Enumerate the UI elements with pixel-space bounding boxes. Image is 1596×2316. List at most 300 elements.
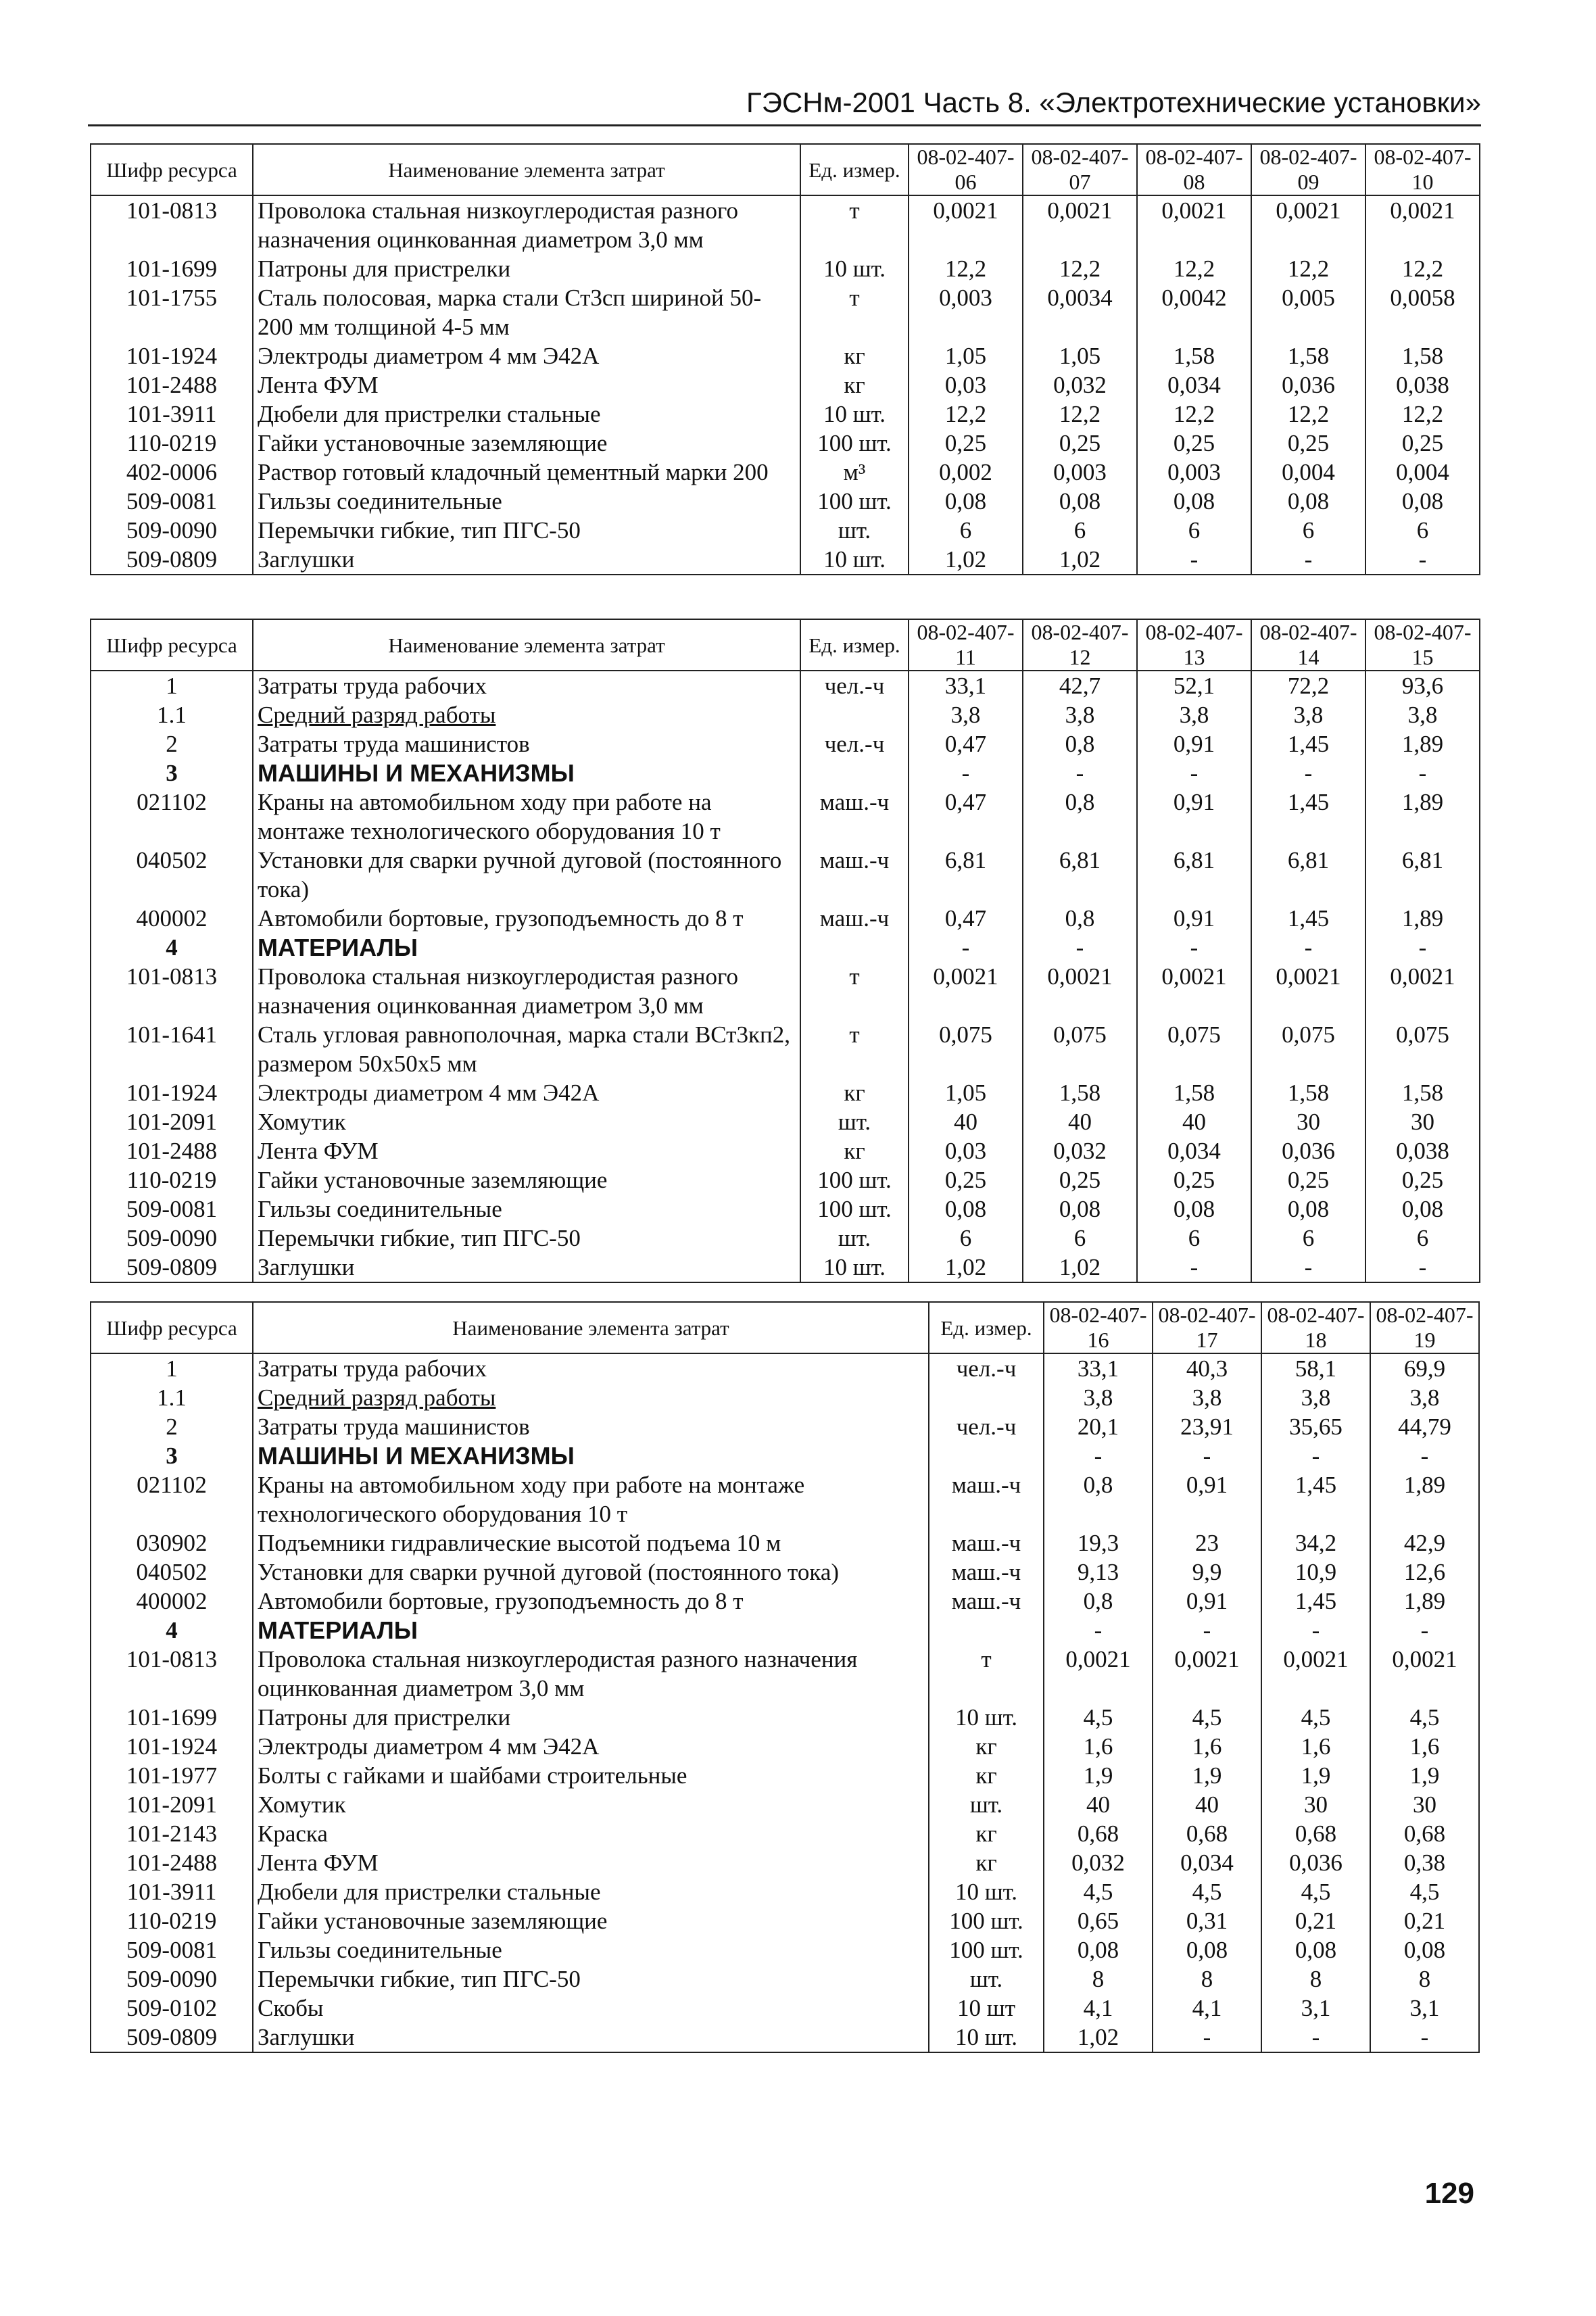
- header-norm-code: 08-02-407-08: [1137, 144, 1251, 195]
- value-cell: 0,08: [909, 487, 1023, 516]
- resource-unit: [800, 758, 909, 788]
- value-cell: 1,02: [1023, 1253, 1137, 1282]
- page-header: ГЭСНм-2001 Часть 8. «Электротехнические установки»: [746, 87, 1481, 118]
- resource-unit: маш.-ч: [800, 846, 909, 904]
- value-cell: 0,003: [1023, 458, 1137, 487]
- value-cell: -: [1251, 545, 1365, 575]
- value-cell: 0,25: [1137, 429, 1251, 458]
- value-cell: -: [1261, 1441, 1370, 1470]
- resource-code: 101-1755: [91, 283, 253, 341]
- resource-unit: 100 шт.: [800, 429, 909, 458]
- table-row: [91, 729, 1480, 758]
- table-row: [91, 429, 1480, 458]
- value-cell: 1,6: [1153, 1732, 1261, 1761]
- resource-unit: т: [800, 1020, 909, 1078]
- resource-name: Проволока стальная низкоуглеродистая разного назначения оцинкованная диаметром 3,0 мм: [253, 195, 800, 254]
- resource-code: 101-3911: [91, 400, 253, 429]
- value-cell: 0,0021: [1365, 962, 1480, 1020]
- resource-name: Гайки установочные заземляющие: [253, 1906, 929, 1935]
- resource-unit: т: [800, 962, 909, 1020]
- resource-unit: кг: [929, 1848, 1044, 1877]
- value-cell: 0,032: [1044, 1848, 1153, 1877]
- value-cell: 0,47: [909, 729, 1023, 758]
- value-cell: 0,25: [1251, 1165, 1365, 1195]
- value-cell: 1,89: [1370, 1587, 1479, 1616]
- header-norm-code: 08-02-407-09: [1251, 144, 1365, 195]
- value-cell: 0,0021: [1044, 1645, 1153, 1703]
- value-cell: 40: [1137, 1107, 1251, 1136]
- value-cell: 0,21: [1370, 1906, 1479, 1935]
- value-cell: 44,79: [1370, 1412, 1479, 1441]
- table-row: [91, 516, 1480, 545]
- value-cell: 33,1: [1044, 1353, 1153, 1383]
- value-cell: 3,1: [1370, 1994, 1479, 2023]
- resource-unit: 10 шт.: [929, 1703, 1044, 1732]
- resource-name: Установки для сварки ручной дуговой (постоянного тока): [253, 1558, 929, 1587]
- table-row: [91, 458, 1480, 487]
- resource-name: Гильзы соединительные: [253, 487, 800, 516]
- header-norm-code: 08-02-407-19: [1370, 1302, 1479, 1353]
- resource-name: Краска: [253, 1819, 929, 1848]
- table-row: [91, 1790, 1479, 1819]
- value-cell: -: [1370, 1616, 1479, 1645]
- resource-unit: 100 шт.: [800, 487, 909, 516]
- value-cell: 1,89: [1365, 788, 1480, 846]
- value-cell: 0,036: [1261, 1848, 1370, 1877]
- value-cell: 0,31: [1153, 1906, 1261, 1935]
- resource-name: Заглушки: [253, 2023, 929, 2052]
- resource-code: 101-2488: [91, 1848, 253, 1877]
- value-cell: 6: [1023, 516, 1137, 545]
- resource-code: 101-2091: [91, 1790, 253, 1819]
- resource-code: 2: [91, 1412, 253, 1441]
- value-cell: 1,45: [1251, 904, 1365, 933]
- resource-unit: 100 шт.: [929, 1906, 1044, 1935]
- resource-code: 400002: [91, 1587, 253, 1616]
- table-row: [91, 1078, 1480, 1107]
- resource-name: Дюбели для пристрелки стальные: [253, 1877, 929, 1906]
- value-cell: -: [1370, 2023, 1479, 2052]
- value-cell: 1,6: [1044, 1732, 1153, 1761]
- value-cell: 1,58: [1365, 1078, 1480, 1107]
- value-cell: 6: [1023, 1224, 1137, 1253]
- value-cell: 0,8: [1044, 1587, 1153, 1616]
- table-row: [91, 1470, 1479, 1528]
- value-cell: 0,075: [1251, 1020, 1365, 1078]
- value-cell: 1,58: [1365, 341, 1480, 370]
- resource-name: Проволока стальная низкоуглеродистая разного назначения оцинкованная диаметром 3,0 мм: [253, 962, 800, 1020]
- value-cell: 33,1: [909, 671, 1023, 700]
- table-row: [91, 1253, 1480, 1282]
- value-cell: 23: [1153, 1528, 1261, 1558]
- value-cell: 0,91: [1137, 788, 1251, 846]
- value-cell: 1,9: [1153, 1761, 1261, 1790]
- value-cell: 1,6: [1370, 1732, 1479, 1761]
- value-cell: 12,2: [1023, 254, 1137, 283]
- value-cell: -: [1365, 758, 1480, 788]
- value-cell: 3,8: [1137, 700, 1251, 729]
- resource-unit: чел.-ч: [929, 1412, 1044, 1441]
- value-cell: 4,5: [1261, 1703, 1370, 1732]
- value-cell: 0,036: [1251, 1136, 1365, 1165]
- resource-name: Затраты труда машинистов: [253, 729, 800, 758]
- resource-name: Средний разряд работы: [253, 1383, 929, 1412]
- resource-code: 509-0090: [91, 516, 253, 545]
- resource-name: Автомобили бортовые, грузоподъемность до 8 т: [253, 904, 800, 933]
- resource-table-1: [90, 143, 1480, 575]
- table-row: [91, 1848, 1479, 1877]
- value-cell: 0,08: [1023, 487, 1137, 516]
- value-cell: 1,58: [1137, 341, 1251, 370]
- value-cell: 12,2: [1365, 400, 1480, 429]
- header-norm-code: 08-02-407-07: [1023, 144, 1137, 195]
- table-row: [91, 1935, 1479, 1964]
- resource-unit: 10 шт: [929, 1994, 1044, 2023]
- value-cell: 0,25: [1365, 429, 1480, 458]
- value-cell: 4,1: [1153, 1994, 1261, 2023]
- value-cell: -: [1023, 933, 1137, 962]
- value-cell: 4,5: [1261, 1877, 1370, 1906]
- value-cell: 12,2: [909, 400, 1023, 429]
- value-cell: -: [909, 758, 1023, 788]
- resource-code: 509-0090: [91, 1964, 253, 1994]
- header-unit: Ед. измер.: [800, 619, 909, 671]
- header-name: Наименование элемента затрат: [253, 1302, 929, 1353]
- value-cell: 3,8: [1365, 700, 1480, 729]
- value-cell: 1,02: [909, 1253, 1023, 1282]
- value-cell: -: [1023, 758, 1137, 788]
- value-cell: 6: [1365, 516, 1480, 545]
- table-row: [91, 2023, 1479, 2052]
- resource-code: 509-0809: [91, 2023, 253, 2052]
- resource-code: 509-0081: [91, 1935, 253, 1964]
- value-cell: 0,21: [1261, 1906, 1370, 1935]
- resource-unit: 100 шт.: [800, 1165, 909, 1195]
- resource-name: Заглушки: [253, 1253, 800, 1282]
- resource-code: 3: [91, 1441, 253, 1470]
- resource-unit: кг: [929, 1819, 1044, 1848]
- header-norm-code: 08-02-407-11: [909, 619, 1023, 671]
- value-cell: 0,0021: [1153, 1645, 1261, 1703]
- value-cell: 0,032: [1023, 370, 1137, 400]
- value-cell: 72,2: [1251, 671, 1365, 700]
- value-cell: 1,45: [1261, 1587, 1370, 1616]
- resource-code: 400002: [91, 904, 253, 933]
- resource-name: Гильзы соединительные: [253, 1195, 800, 1224]
- table-row: [91, 195, 1480, 254]
- value-cell: -: [1044, 1441, 1153, 1470]
- value-cell: 0,036: [1251, 370, 1365, 400]
- value-cell: 3,8: [1261, 1383, 1370, 1412]
- resource-name: Средний разряд работы: [253, 700, 800, 729]
- header-unit: Ед. измер.: [929, 1302, 1044, 1353]
- value-cell: 10,9: [1261, 1558, 1370, 1587]
- table-row: [91, 283, 1480, 341]
- value-cell: 12,2: [1137, 400, 1251, 429]
- resource-unit: чел.-ч: [929, 1353, 1044, 1383]
- header-norm-code: 08-02-407-06: [909, 144, 1023, 195]
- value-cell: 0,0034: [1023, 283, 1137, 341]
- value-cell: 3,8: [1044, 1383, 1153, 1412]
- table-row: [91, 487, 1480, 516]
- resource-code: 2: [91, 729, 253, 758]
- header-norm-code: 08-02-407-14: [1251, 619, 1365, 671]
- value-cell: 0,08: [1365, 487, 1480, 516]
- value-cell: 0,68: [1153, 1819, 1261, 1848]
- value-cell: 0,0021: [909, 195, 1023, 254]
- resource-name: Патроны для пристрелки: [253, 254, 800, 283]
- value-cell: 0,08: [1137, 487, 1251, 516]
- value-cell: 0,38: [1370, 1848, 1479, 1877]
- value-cell: 30: [1251, 1107, 1365, 1136]
- resource-unit: т: [929, 1645, 1044, 1703]
- table-row: [91, 1383, 1479, 1412]
- table-row: [91, 1587, 1479, 1616]
- value-cell: -: [1153, 1616, 1261, 1645]
- resource-code: 101-0813: [91, 195, 253, 254]
- value-cell: 0,8: [1023, 788, 1137, 846]
- resource-unit: м³: [800, 458, 909, 487]
- value-cell: 0,032: [1023, 1136, 1137, 1165]
- table-row: [91, 1994, 1479, 2023]
- value-cell: 23,91: [1153, 1412, 1261, 1441]
- resource-unit: маш.-ч: [929, 1587, 1044, 1616]
- value-cell: 8: [1153, 1964, 1261, 1994]
- resource-code: 1.1: [91, 1383, 253, 1412]
- header-code: Шифр ресурса: [91, 144, 253, 195]
- value-cell: 6: [1137, 1224, 1251, 1253]
- value-cell: 1,89: [1365, 904, 1480, 933]
- value-cell: -: [1251, 933, 1365, 962]
- resource-code: 101-1641: [91, 1020, 253, 1078]
- value-cell: 0,0021: [1137, 195, 1251, 254]
- resource-name: Перемычки гибкие, тип ПГС-50: [253, 516, 800, 545]
- header-norm-code: 08-02-407-17: [1153, 1302, 1261, 1353]
- value-cell: 12,2: [909, 254, 1023, 283]
- value-cell: 1,58: [1251, 1078, 1365, 1107]
- table-row: [91, 904, 1480, 933]
- value-cell: -: [1261, 2023, 1370, 2052]
- value-cell: 0,47: [909, 788, 1023, 846]
- resource-unit: т: [800, 283, 909, 341]
- value-cell: -: [1153, 1441, 1261, 1470]
- resource-code: 101-2143: [91, 1819, 253, 1848]
- resource-unit: кг: [800, 341, 909, 370]
- resource-unit: 10 шт.: [800, 1253, 909, 1282]
- value-cell: 0,038: [1365, 1136, 1480, 1165]
- value-cell: 19,3: [1044, 1528, 1153, 1558]
- resource-unit: [929, 1616, 1044, 1645]
- resource-code: 4: [91, 1616, 253, 1645]
- resource-name: Электроды диаметром 4 мм Э42А: [253, 1078, 800, 1107]
- value-cell: 3,1: [1261, 1994, 1370, 2023]
- value-cell: 6,81: [1137, 846, 1251, 904]
- resource-name: Электроды диаметром 4 мм Э42А: [253, 341, 800, 370]
- value-cell: 0,08: [1261, 1935, 1370, 1964]
- resource-unit: [929, 1441, 1044, 1470]
- value-cell: -: [1153, 2023, 1261, 2052]
- value-cell: 1,02: [909, 545, 1023, 575]
- resource-name: Лента ФУМ: [253, 1848, 929, 1877]
- value-cell: 0,0021: [1365, 195, 1480, 254]
- value-cell: 0,08: [909, 1195, 1023, 1224]
- value-cell: -: [1365, 933, 1480, 962]
- resource-name: Краны на автомобильном ходу при работе на монтаже технологического оборудования 10 т: [253, 1470, 929, 1528]
- header-norm-code: 08-02-407-12: [1023, 619, 1137, 671]
- table-row: [91, 1703, 1479, 1732]
- table-row: [91, 1964, 1479, 1994]
- resource-code: 030902: [91, 1528, 253, 1558]
- table-row: [91, 400, 1480, 429]
- value-cell: 0,25: [909, 429, 1023, 458]
- value-cell: 0,0021: [1023, 195, 1137, 254]
- header-code: Шифр ресурса: [91, 1302, 253, 1353]
- value-cell: 6,81: [1365, 846, 1480, 904]
- resource-code: 509-0081: [91, 487, 253, 516]
- value-cell: 34,2: [1261, 1528, 1370, 1558]
- value-cell: 0,0042: [1137, 283, 1251, 341]
- value-cell: 0,25: [1023, 429, 1137, 458]
- value-cell: -: [1137, 758, 1251, 788]
- value-cell: -: [1365, 1253, 1480, 1282]
- resource-name: Сталь угловая равнополочная, марка стали ВСт3кп2, размером 50х50х5 мм: [253, 1020, 800, 1078]
- value-cell: 30: [1261, 1790, 1370, 1819]
- resource-name: МАШИНЫ И МЕХАНИЗМЫ: [253, 1441, 929, 1470]
- value-cell: 0,08: [1251, 487, 1365, 516]
- header-norm-code: 08-02-407-16: [1044, 1302, 1153, 1353]
- resource-unit: 100 шт.: [929, 1935, 1044, 1964]
- resource-unit: кг: [800, 1136, 909, 1165]
- value-cell: 0,25: [909, 1165, 1023, 1195]
- header-rule: [88, 124, 1481, 126]
- value-cell: 0,91: [1137, 729, 1251, 758]
- resource-unit: [929, 1383, 1044, 1412]
- resource-unit: шт.: [800, 516, 909, 545]
- value-cell: 40: [1023, 1107, 1137, 1136]
- resource-name: Подъемники гидравлические высотой подъема 10 м: [253, 1528, 929, 1558]
- resource-name: Электроды диаметром 4 мм Э42А: [253, 1732, 929, 1761]
- value-cell: 3,8: [1370, 1383, 1479, 1412]
- value-cell: 35,65: [1261, 1412, 1370, 1441]
- resource-code: 1: [91, 1353, 253, 1383]
- resource-unit: маш.-ч: [929, 1470, 1044, 1528]
- table-row: [91, 1353, 1479, 1383]
- resource-unit: 10 шт.: [929, 1877, 1044, 1906]
- resource-code: 110-0219: [91, 1906, 253, 1935]
- value-cell: 1,58: [1137, 1078, 1251, 1107]
- header-code: Шифр ресурса: [91, 619, 253, 671]
- value-cell: 0,0021: [1023, 962, 1137, 1020]
- table-row: [91, 1645, 1479, 1703]
- value-cell: 1,02: [1044, 2023, 1153, 2052]
- resource-unit: маш.-ч: [929, 1558, 1044, 1587]
- value-cell: 4,5: [1153, 1877, 1261, 1906]
- resource-code: 101-2488: [91, 1136, 253, 1165]
- value-cell: 0,8: [1044, 1470, 1153, 1528]
- resource-code: 1: [91, 671, 253, 700]
- table-row: [91, 1412, 1479, 1441]
- value-cell: 6,81: [909, 846, 1023, 904]
- value-cell: 3,8: [1153, 1383, 1261, 1412]
- value-cell: 0,08: [1153, 1935, 1261, 1964]
- resource-code: 509-0809: [91, 545, 253, 575]
- value-cell: 6,81: [1251, 846, 1365, 904]
- table-row: [91, 1136, 1480, 1165]
- resource-code: 021102: [91, 788, 253, 846]
- value-cell: 8: [1044, 1964, 1153, 1994]
- resource-name: Лента ФУМ: [253, 370, 800, 400]
- value-cell: 0,25: [1251, 429, 1365, 458]
- resource-name: Перемычки гибкие, тип ПГС-50: [253, 1224, 800, 1253]
- table-row: [91, 933, 1480, 962]
- header-norm-code: 08-02-407-10: [1365, 144, 1480, 195]
- resource-unit: 10 шт.: [800, 400, 909, 429]
- resource-name: Дюбели для пристрелки стальные: [253, 400, 800, 429]
- value-cell: 12,2: [1251, 254, 1365, 283]
- value-cell: 40: [1153, 1790, 1261, 1819]
- resource-code: 509-0081: [91, 1195, 253, 1224]
- resource-name: Краны на автомобильном ходу при работе на монтаже технологического оборудования 10 т: [253, 788, 800, 846]
- value-cell: 4,5: [1370, 1877, 1479, 1906]
- value-cell: -: [909, 933, 1023, 962]
- resource-name: Хомутик: [253, 1790, 929, 1819]
- resource-table-3: [90, 1301, 1480, 2053]
- value-cell: 0,08: [1251, 1195, 1365, 1224]
- value-cell: 0,034: [1137, 370, 1251, 400]
- value-cell: 0,075: [1023, 1020, 1137, 1078]
- value-cell: 1,89: [1365, 729, 1480, 758]
- table-row: [91, 1165, 1480, 1195]
- value-cell: 1,05: [1023, 341, 1137, 370]
- value-cell: 4,1: [1044, 1994, 1153, 2023]
- value-cell: 0,003: [1137, 458, 1251, 487]
- value-cell: 0,68: [1044, 1819, 1153, 1848]
- value-cell: 1,02: [1023, 545, 1137, 575]
- resource-name: Гайки установочные заземляющие: [253, 429, 800, 458]
- value-cell: 1,58: [1251, 341, 1365, 370]
- resource-unit: шт.: [929, 1964, 1044, 1994]
- value-cell: 9,9: [1153, 1558, 1261, 1587]
- value-cell: 0,004: [1365, 458, 1480, 487]
- value-cell: 4,5: [1153, 1703, 1261, 1732]
- resource-unit: маш.-ч: [800, 904, 909, 933]
- table-row: [91, 1906, 1479, 1935]
- resource-unit: маш.-ч: [929, 1528, 1044, 1558]
- resource-name: МАШИНЫ И МЕХАНИЗМЫ: [253, 758, 800, 788]
- value-cell: 0,25: [1023, 1165, 1137, 1195]
- resource-name: Раствор готовый кладочный цементный марки 200: [253, 458, 800, 487]
- value-cell: 40,3: [1153, 1353, 1261, 1383]
- value-cell: 0,03: [909, 1136, 1023, 1165]
- value-cell: 6: [1365, 1224, 1480, 1253]
- resource-code: 101-0813: [91, 962, 253, 1020]
- table-row: [91, 788, 1480, 846]
- value-cell: 6: [1137, 516, 1251, 545]
- resource-name: МАТЕРИАЛЫ: [253, 1616, 929, 1645]
- value-cell: 0,0021: [1261, 1645, 1370, 1703]
- value-cell: 0,91: [1153, 1470, 1261, 1528]
- table-row: [91, 1558, 1479, 1587]
- value-cell: 0,075: [909, 1020, 1023, 1078]
- value-cell: 0,65: [1044, 1906, 1153, 1935]
- resource-unit: 10 шт.: [800, 254, 909, 283]
- table-row: [91, 962, 1480, 1020]
- value-cell: 0,91: [1137, 904, 1251, 933]
- resource-code: 040502: [91, 1558, 253, 1587]
- resource-code: 101-2091: [91, 1107, 253, 1136]
- resource-name: Затраты труда рабочих: [253, 1353, 929, 1383]
- value-cell: 58,1: [1261, 1353, 1370, 1383]
